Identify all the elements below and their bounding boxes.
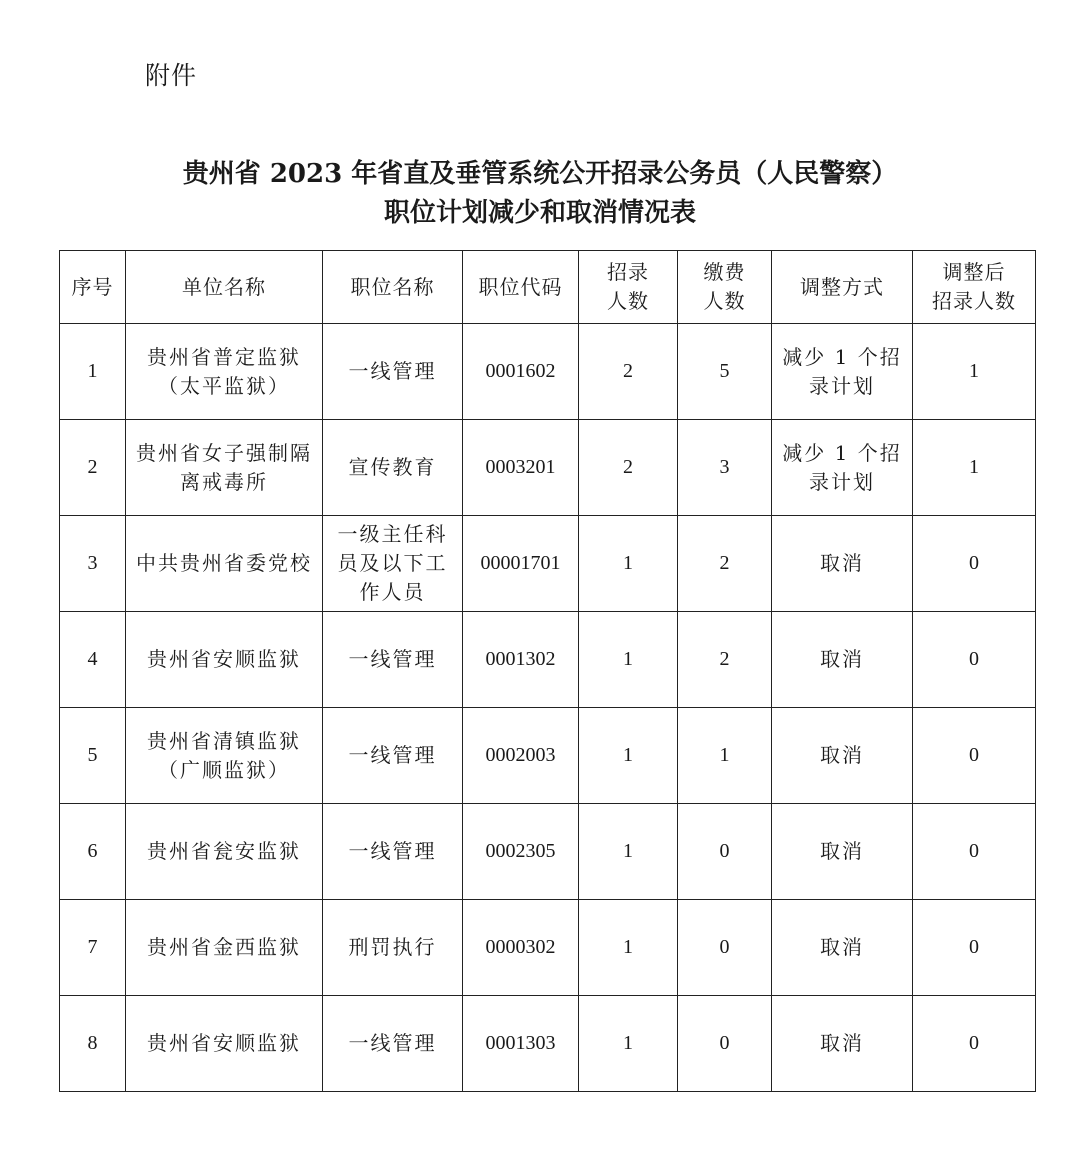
cell-position-code: 0001602 — [463, 324, 579, 420]
cell-adjusted-count: 0 — [913, 708, 1036, 804]
cell-adjust-method: 取消 — [772, 996, 913, 1092]
cell-serial: 3 — [60, 516, 126, 612]
cell-paid-count: 0 — [678, 900, 772, 996]
cell-position-name: 一线管理 — [323, 804, 463, 900]
page-title-line-1: 贵州省 2023 年省直及垂管系统公开招录公务员（人民警察） — [182, 159, 898, 189]
cell-paid-count: 2 — [678, 612, 772, 708]
cell-position-name: 一线管理 — [323, 708, 463, 804]
cell-unit-name: 贵州省安顺监狱 — [126, 996, 323, 1092]
cell-adjusted-count: 0 — [913, 996, 1036, 1092]
column-header-paid-count: 缴费 人数 — [678, 251, 772, 324]
cell-position-name: 一线管理 — [323, 612, 463, 708]
cell-adjust-method: 取消 — [772, 708, 913, 804]
table-row — [60, 900, 1036, 996]
cell-position-code: 0000302 — [463, 900, 579, 996]
cell-adjusted-count: 0 — [913, 516, 1036, 612]
cell-paid-count: 5 — [678, 324, 772, 420]
cell-recruit-count: 2 — [579, 324, 678, 420]
cell-unit-name: 贵州省女子强制隔 离戒毒所 — [126, 420, 323, 516]
table-row — [60, 420, 1036, 516]
cell-recruit-count: 1 — [579, 612, 678, 708]
cell-serial: 6 — [60, 804, 126, 900]
table-row — [60, 324, 1036, 420]
cell-adjust-method: 取消 — [772, 900, 913, 996]
cell-serial: 2 — [60, 420, 126, 516]
cell-position-name: 一线管理 — [323, 996, 463, 1092]
table-row — [60, 612, 1036, 708]
cell-unit-name: 贵州省普定监狱 （太平监狱） — [126, 324, 323, 420]
cell-position-code: 0002003 — [463, 708, 579, 804]
cell-position-code: 0001303 — [463, 996, 579, 1092]
cell-position-code: 0001302 — [463, 612, 579, 708]
table-header-row — [60, 251, 1036, 324]
table-row — [60, 996, 1036, 1092]
cell-adjusted-count: 1 — [913, 420, 1036, 516]
cell-paid-count: 0 — [678, 804, 772, 900]
cell-adjust-method: 取消 — [772, 612, 913, 708]
column-header-position: 职位名称 — [323, 251, 463, 324]
column-header-adjust-method: 调整方式 — [772, 251, 913, 324]
cell-serial: 5 — [60, 708, 126, 804]
table-row — [60, 516, 1036, 612]
cell-adjusted-count: 0 — [913, 804, 1036, 900]
cell-serial: 8 — [60, 996, 126, 1092]
cell-serial: 1 — [60, 324, 126, 420]
cell-adjusted-count: 0 — [913, 612, 1036, 708]
cell-paid-count: 1 — [678, 708, 772, 804]
cell-position-code: 0002305 — [463, 804, 579, 900]
cell-adjust-method: 减少 1 个招 录计划 — [772, 420, 913, 516]
cell-recruit-count: 1 — [579, 516, 678, 612]
cell-unit-name: 贵州省瓮安监狱 — [126, 804, 323, 900]
cell-adjusted-count: 0 — [913, 900, 1036, 996]
column-header-adjusted-count: 调整后 招录人数 — [913, 251, 1036, 324]
cell-recruit-count: 2 — [579, 420, 678, 516]
column-header-recruit-count: 招录 人数 — [579, 251, 678, 324]
cell-position-code: 00001701 — [463, 516, 579, 612]
table-row — [60, 804, 1036, 900]
cell-unit-name: 贵州省清镇监狱 （广顺监狱） — [126, 708, 323, 804]
cell-position-name: 一级主任科 员及以下工 作人员 — [323, 516, 463, 612]
cell-paid-count: 3 — [678, 420, 772, 516]
cell-unit-name: 中共贵州省委党校 — [126, 516, 323, 612]
cell-position-code: 0003201 — [463, 420, 579, 516]
attachment-label: 附件 — [145, 61, 198, 90]
cell-paid-count: 0 — [678, 996, 772, 1092]
cell-recruit-count: 1 — [579, 900, 678, 996]
cell-unit-name: 贵州省金西监狱 — [126, 900, 323, 996]
cell-unit-name: 贵州省安顺监狱 — [126, 612, 323, 708]
cell-adjusted-count: 1 — [913, 324, 1036, 420]
cell-recruit-count: 1 — [579, 996, 678, 1092]
cell-serial: 7 — [60, 900, 126, 996]
column-header-serial: 序号 — [60, 251, 126, 324]
column-header-code: 职位代码 — [463, 251, 579, 324]
page-title-line-2: 职位计划减少和取消情况表 — [383, 198, 696, 228]
cell-adjust-method: 取消 — [772, 516, 913, 612]
cell-adjust-method: 减少 1 个招 录计划 — [772, 324, 913, 420]
cell-recruit-count: 1 — [579, 804, 678, 900]
cell-serial: 4 — [60, 612, 126, 708]
cell-position-name: 刑罚执行 — [323, 900, 463, 996]
cell-position-name: 宣传教育 — [323, 420, 463, 516]
cell-position-name: 一线管理 — [323, 324, 463, 420]
position-adjustment-table — [59, 250, 1036, 1092]
cell-paid-count: 2 — [678, 516, 772, 612]
cell-recruit-count: 1 — [579, 708, 678, 804]
column-header-unit: 单位名称 — [126, 251, 323, 324]
table-row — [60, 708, 1036, 804]
cell-adjust-method: 取消 — [772, 804, 913, 900]
